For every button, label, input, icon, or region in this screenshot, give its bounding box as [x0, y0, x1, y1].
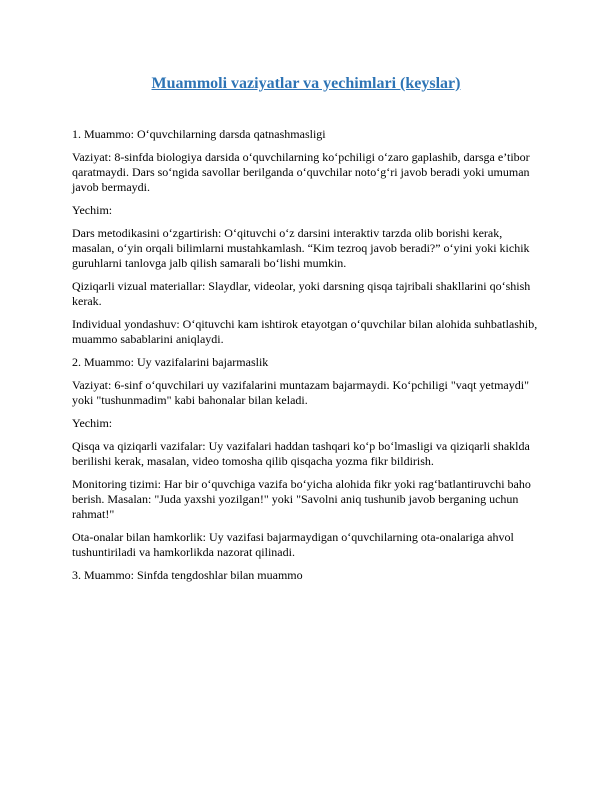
- case-2-solution-short-tasks: Qisqa va qiziqarli vazifalar: Uy vazifalari haddan tashqari ko‘p bo‘lmasligi va qiziqarli shaklda berilishi kerak, masalan, video tomosha qilib qisqacha yozma fikr bildirish.: [72, 438, 530, 468]
- case-3-heading: 3. Muammo: Sinfda tengdoshlar bilan muammo: [72, 567, 303, 582]
- case-1-solution-label: Yechim:: [72, 203, 113, 217]
- case-2-solution-label: Yechim:: [72, 415, 113, 430]
- case-2-solution-monitoring: Monitoring tizimi: Har bir o‘quvchiga vazifa bo‘yicha alohida fikr yoki rag‘batlantiruvchi baho berish. Masalan: "Juda yaxshi yozilgan!" yoki "Savolni aniq tushunib javob berganing uchun rahmat!": [72, 476, 531, 521]
- case-1-solution-visual-materials: Qiziqarli vizual materiallar: Slaydlar, videolar, yoki darsning qisqa tajribali shakllarini qo‘shish kerak.: [72, 279, 531, 309]
- case-1-solution-individual-approach: Individual yondashuv: O‘qituvchi kam ishtirok etayotgan o‘quvchilar bilan alohida suhbatlashib, muammo sabablarini aniqlaydi.: [72, 317, 538, 347]
- case-2-solution-parents: Ota-onalar bilan hamkorlik: Uy vazifasi bajarmaydigan o‘quvchilarning ota-onalariga ahvol tushuntiriladi va hamkorlikda nazorat qilinadi.: [72, 529, 514, 559]
- document-title: Muammoli vaziyatlar va yechimlari (keyslar): [151, 75, 461, 92]
- case-1-heading: 1. Muammo: O‘quvchilarning darsda qatnashmasligi: [72, 127, 326, 141]
- case-2-heading: 2. Muammo: Uy vazifalarini bajarmaslik: [72, 355, 269, 369]
- document-body: [72, 127, 542, 591]
- case-1-solution-methodology: Dars metodikasini o‘zgartirish: O‘qituvchi o‘z darsini interaktiv tarzda olib borishi kerak, masalan, o‘yin orqali bilimlarni mustahkamlash. “Kim tezroq javob beradi?” o‘yini yoki kichik guruhlarni tanlovga jalb qilish samarali bo‘lishi mumkin.: [72, 225, 530, 271]
- case-2-situation: Vaziyat: 6-sinf o‘quvchilari uy vazifalarini muntazam bajarmaydi. Ko‘pchiligi "vaqt yetmaydi" yoki "tushunmadim" kabi bahonalar bilan keladi.: [72, 377, 529, 407]
- case-1-situation: Vaziyat: 8-sinfda biologiya darsida o‘quvchilarning ko‘pchiligi o‘zaro gaplashib, darsga e’tibor qaratmaydi. Dars so‘ngida savollar berilganda o‘quvchilar noto‘g‘ri javob beradi yoki umuman javob bermaydi.: [72, 149, 530, 195]
